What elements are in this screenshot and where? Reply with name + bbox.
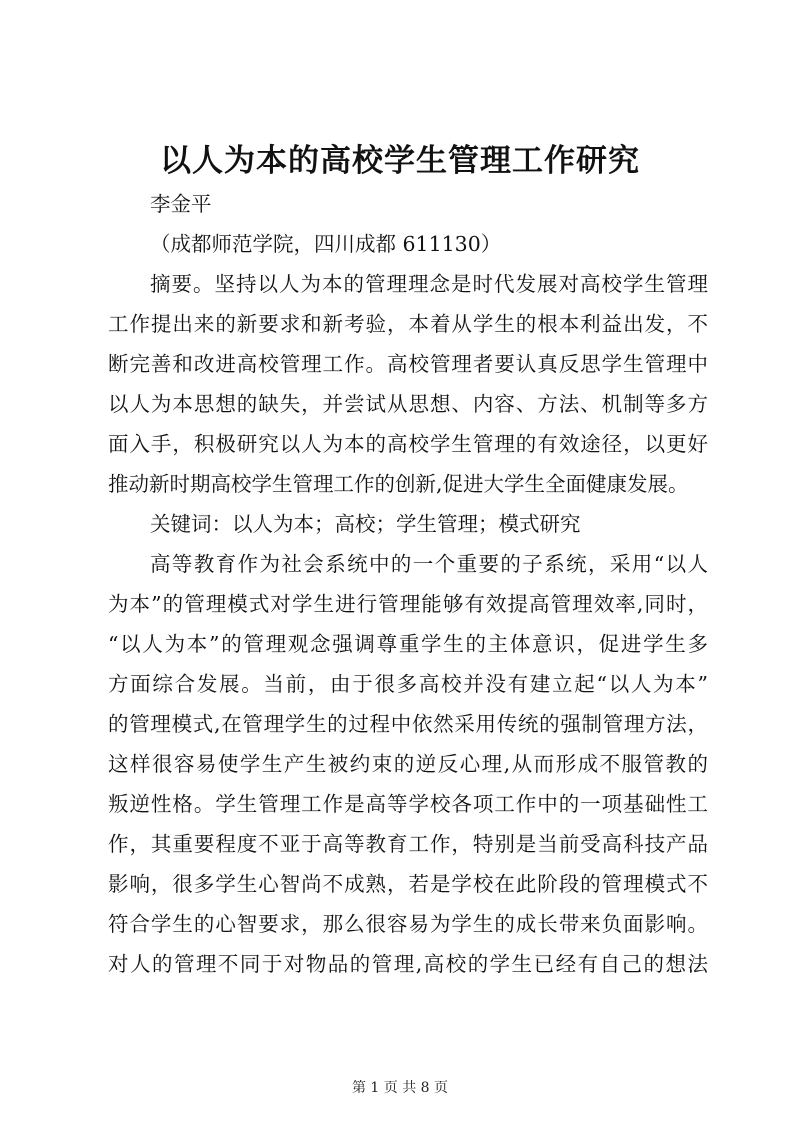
body-line-4: 方面综合发展。当前，由于很多高校并没有建立起“以人为本” [108,672,708,696]
body-line-6: 这样很容易使学生产生被约束的逆反心理,从而形成不服管教的 [108,752,708,776]
author-line: 李金平 [150,192,212,216]
page-footer: 第 1 页 共 8 页 [351,1080,449,1096]
body-line-7: 叛逆性格。学生管理工作是高等学校各项工作中的一项基础性工 [108,792,708,816]
body-line-1: 高等教育作为社会系统中的一个重要的子系统，采用“以人 [150,552,708,576]
abstract-line-1: 摘要。坚持以人为本的管理理念是时代发展对高校学生管理 [150,272,708,296]
body-line-5: 的管理模式,在管理学生的过程中依然采用传统的强制管理方法， [108,712,708,736]
abstract-line-3: 断完善和改进高校管理工作。高校管理者要认真反思学生管理中 [108,352,708,376]
abstract-line-2: 工作提出来的新要求和新考验，本着从学生的根本利益出发，不 [108,312,708,336]
body-line-11: 对人的管理不同于对物品的管理,高校的学生已经有自己的想法 [108,952,708,976]
abstract-line-4: 以人为本思想的缺失，并尝试从思想、内容、方法、机制等多方 [108,392,708,416]
keywords-line: 关键词：以人为本；高校；学生管理；模式研究 [150,512,581,536]
body-line-10: 符合学生的心智要求，那么很容易为学生的成长带来负面影响。 [108,912,708,936]
body-line-9: 影响，很多学生心智尚不成熟，若是学校在此阶段的管理模式不 [108,872,708,896]
abstract-line-5: 面入手，积极研究以人为本的高校学生管理的有效途径，以更好 [108,432,708,456]
abstract-line-6: 推动新时期高校学生管理工作的创新,促进大学生全面健康发展。 [108,472,689,496]
body-line-8: 作，其重要程度不亚于高等教育工作，特别是当前受高科技产品 [108,832,708,856]
affiliation-line: （成都师范学院，四川成都 611130） [150,232,502,256]
body-line-3: “以人为本”的管理观念强调尊重学生的主体意识，促进学生多 [108,632,708,656]
body-line-2: 为本”的管理模式对学生进行管理能够有效提高管理效率,同时， [108,592,708,616]
document-title: 以人为本的高校学生管理工作研究 [160,143,640,179]
document-body [108,184,708,984]
